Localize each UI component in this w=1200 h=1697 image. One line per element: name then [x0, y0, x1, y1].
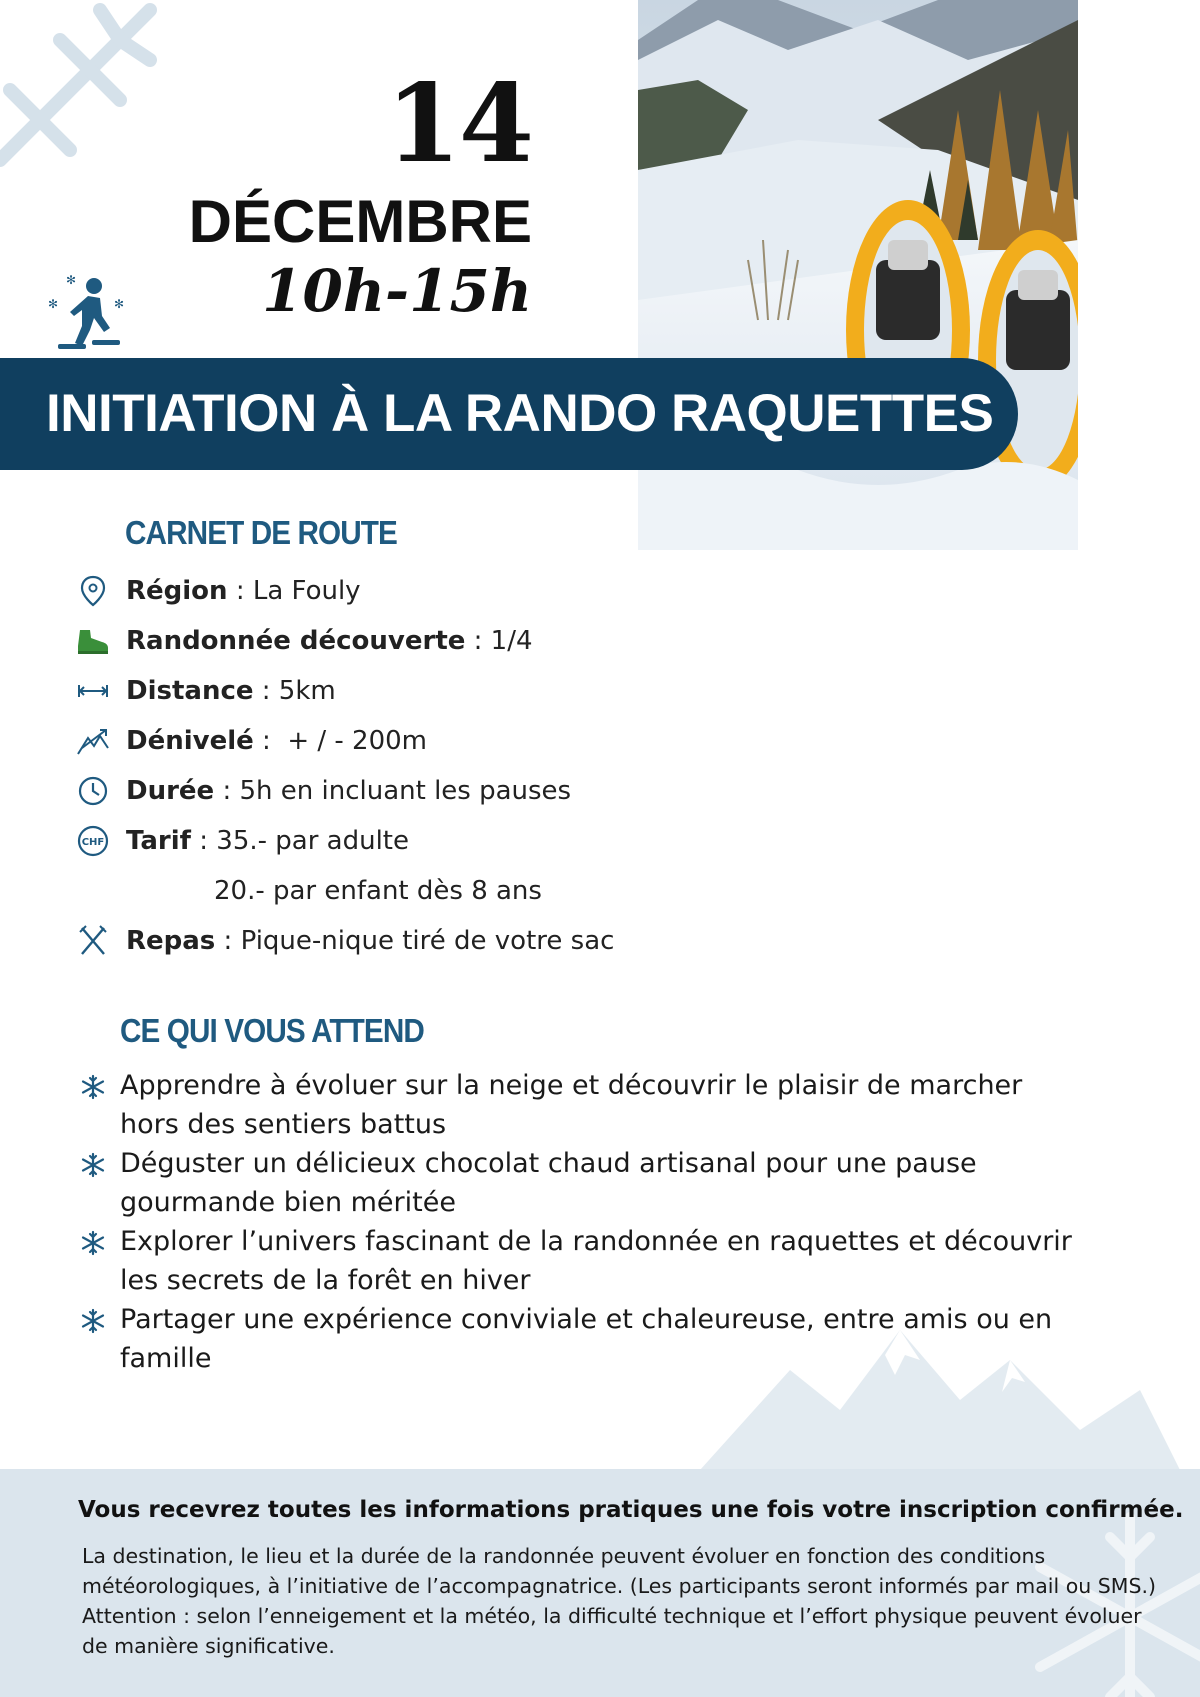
region-label: Région	[126, 576, 228, 606]
event-time: 10h-15h	[262, 257, 532, 325]
duration-value: : 5h en incluant les pauses	[214, 776, 572, 806]
list-item	[76, 916, 696, 966]
snowflake-bullet-icon	[80, 1222, 120, 1300]
chf-coin-icon	[76, 823, 126, 859]
list-item	[80, 1222, 1080, 1300]
attend-item-text: Apprendre à évoluer sur la neige et découvrir le plaisir de marcher hors des sentiers battus	[120, 1070, 1023, 1140]
list-item	[80, 1066, 1080, 1144]
footer-info	[0, 1469, 1200, 1697]
meal-value: : Pique-nique tiré de votre sac	[215, 926, 615, 956]
svg-text:✻: ✻	[66, 273, 77, 287]
event-month: DÉCEMBRE	[188, 188, 532, 255]
list-item	[76, 866, 696, 916]
snowshoe-hiker-icon	[44, 272, 130, 358]
event-title: INITIATION À LA RANDO RAQUETTES	[46, 384, 994, 443]
event-date-block	[188, 61, 532, 325]
clock-icon	[76, 773, 126, 809]
mountains-decoration-icon	[700, 1300, 1180, 1470]
list-item	[80, 1144, 1080, 1222]
snowflake-decoration-icon	[0, 0, 180, 180]
elevation-label: Dénivelé	[126, 726, 254, 756]
svg-text:✻: ✻	[48, 297, 59, 311]
attend-section-title: CE QUI VOUS ATTEND	[120, 1012, 424, 1049]
hiking-boot-icon	[76, 623, 126, 659]
list-item	[76, 666, 696, 716]
distance-label: Distance	[126, 676, 254, 706]
elevation-value: : + / - 200m	[253, 726, 427, 756]
difficulty-value: : 1/4	[465, 626, 533, 656]
distance-arrow-icon	[76, 673, 126, 709]
svg-text:CHF: CHF	[81, 837, 105, 848]
price-child-value: 20.- par enfant dès 8 ans	[214, 876, 542, 906]
list-item	[76, 766, 696, 816]
price-label: Tarif	[126, 826, 191, 856]
region-value: : La Fouly	[227, 576, 361, 606]
event-day: 14	[385, 61, 532, 187]
attend-item-text: Déguster un délicieux chocolat chaud artisanal pour une pause gourmande bien méritée	[120, 1148, 977, 1218]
snowflake-bullet-icon	[80, 1300, 120, 1378]
list-item	[76, 616, 696, 666]
distance-value: : 5km	[253, 676, 336, 706]
elevation-icon	[76, 723, 126, 759]
list-item	[76, 816, 696, 866]
attend-item-text: Explorer l’univers fascinant de la randonnée en raquettes et découvrir les secrets de la forêt en hiver	[120, 1226, 1072, 1296]
meal-label: Repas	[126, 926, 216, 956]
snowflake-bullet-icon	[80, 1066, 120, 1144]
svg-text:✻: ✻	[114, 297, 125, 311]
attend-item-text: Partager une expérience conviviale et chaleureuse, entre amis ou en famille	[120, 1304, 1053, 1374]
price-adult-value: : 35.- par adulte	[190, 826, 409, 856]
list-item	[76, 716, 696, 766]
carnet-section-title: CARNET DE ROUTE	[125, 514, 397, 551]
footer-notice-text: La destination, le lieu et la durée de la randonnée peuvent évoluer en fonction des conditions météorologiques, à l’initiative de l’accompagnatrice. (Les participants seront informés par mail ou SMS.) Attention : selon l’enneigement et la météo, la difficulté technique et l’effort physique peuvent évoluer de manière significative.	[82, 1544, 1156, 1658]
route-info-list	[76, 566, 696, 966]
footer-notice-bold: Vous recevrez toutes les informations pratiques une fois votre inscription confirmée.	[78, 1497, 1184, 1523]
difficulty-label: Randonnée découverte	[126, 626, 466, 656]
list-item	[76, 566, 696, 616]
snowflake-bullet-icon	[80, 1144, 120, 1222]
duration-label: Durée	[126, 776, 215, 806]
title-banner	[0, 358, 1018, 470]
location-pin-icon	[76, 573, 126, 609]
cutlery-icon	[76, 923, 126, 959]
